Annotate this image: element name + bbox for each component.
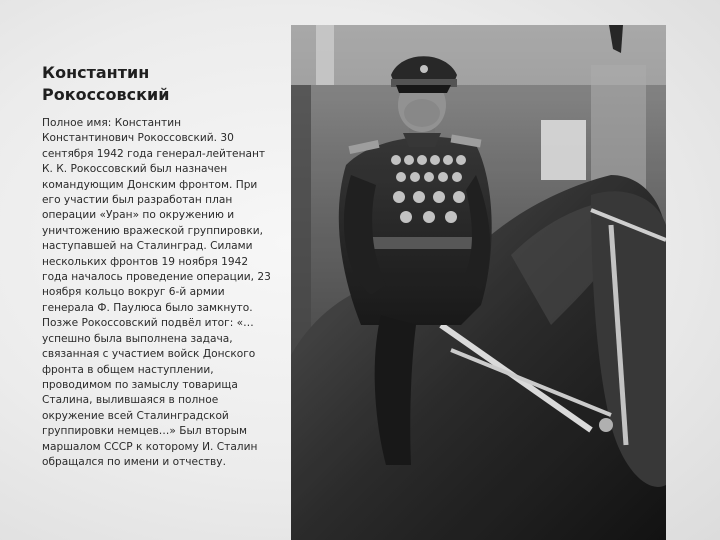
historical-photo: [291, 25, 666, 540]
slide-body-text: Полное имя: Константин Константинович Рокоссовский. 30 сентября 1942 года генерал-лейтенант К. К. Рокоссовский был назначен командующим Донским фронтом. При его участии был разработан план операции «Уран» по окружению и уничтожению вражеской группировки, наступавшей на Сталинград. Силами нескольких фронтов 19 ноября 1942 года началось проведение операции, 23 ноября кольцо вокруг 6-й армии генерала Ф. Паулюса было замкнуто. Позже Рокоссовский подвёл итог: «…успешно была выполнена задача, связанная с участием войск Донского фронта в общем наступлении, проводимом по замыслу товарища Сталина, вылившаяся в полное окружение всей Сталинградской группировки немцев…» Был вторым маршалом СССР к которому И. Сталин обращался по имени и отчеству.: [42, 117, 271, 468]
photo-image: [291, 25, 666, 540]
slide-title: Константин Рокоссовский: [42, 63, 170, 104]
